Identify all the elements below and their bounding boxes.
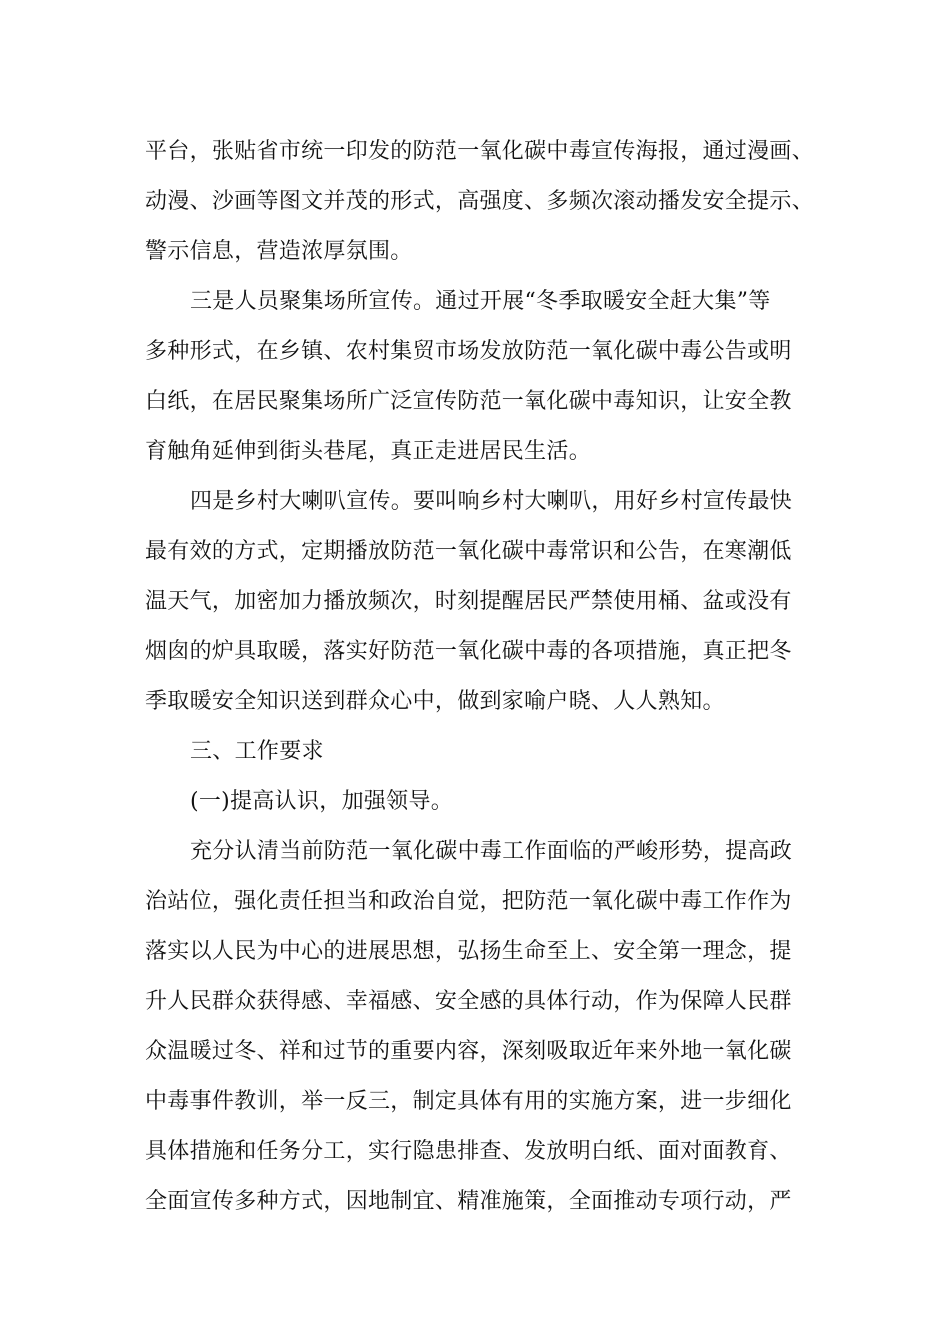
paragraph-line: 育触角延伸到街头巷尾，真正走进居民生活。 (145, 439, 592, 464)
paragraph-line: 治站位，强化责任担当和政治自觉，把防范一氧化碳中毒工作作为 (145, 889, 792, 914)
paragraph-line: 多种形式，在乡镇、农村集贸市场发放防范一氧化碳中毒公告或明 (145, 339, 792, 364)
paragraph-line: 中毒事件教训，举一反三，制定具体有用的实施方案，进一步细化 (145, 1089, 792, 1114)
paragraph-line: 动漫、沙画等图文并茂的形式，高强度、多频次滚动播发安全提示、 (145, 189, 815, 214)
section-heading: 三、工作要求 (190, 739, 324, 764)
paragraph-line: 三是人员聚集场所宣传。通过开展“冬季取暖安全赶大集”等 (190, 289, 771, 314)
paragraph-line: 全面宣传多种方式，因地制宜、精准施策，全面推动专项行动，严 (145, 1189, 792, 1214)
paragraph-line: 具体措施和任务分工，实行隐患排查、发放明白纸、面对面教育、 (145, 1139, 792, 1164)
paragraph-line: 温天气，加密加力播放频次，时刻提醒居民严禁使用桶、盆或没有 (145, 589, 792, 614)
paragraph-line: 白纸，在居民聚集场所广泛宣传防范一氧化碳中毒知识，让安全教 (145, 389, 792, 414)
paragraph-line: 烟囱的炉具取暖，落实好防范一氧化碳中毒的各项措施，真正把冬 (145, 639, 792, 664)
subsection-heading: (一)提高认识，加强领导。 (190, 789, 454, 814)
paragraph-line: 警示信息，营造浓厚氛围。 (145, 239, 413, 264)
paragraph-line: 充分认清当前防范一氧化碳中毒工作面临的严峻形势，提高政 (190, 839, 793, 864)
paragraph-line: 四是乡村大喇叭宣传。要叫响乡村大喇叭，用好乡村宣传最快 (190, 489, 793, 514)
paragraph-line: 升人民群众获得感、幸福感、安全感的具体行动，作为保障人民群 (145, 989, 792, 1014)
paragraph-line: 众温暖过冬、祥和过节的重要内容，深刻吸取近年来外地一氧化碳 (145, 1039, 792, 1064)
paragraph-line: 最有效的方式，定期播放防范一氧化碳中毒常识和公告，在寒潮低 (145, 539, 792, 564)
paragraph-line: 季取暖安全知识送到群众心中，做到家喻户晓、人人熟知。 (145, 689, 725, 714)
paragraph-line: 落实以人民为中心的进展思想，弘扬生命至上、安全第一理念，提 (145, 939, 792, 964)
paragraph-line: 平台，张贴省市统一印发的防范一氧化碳中毒宣传海报，通过漫画、 (145, 139, 815, 164)
